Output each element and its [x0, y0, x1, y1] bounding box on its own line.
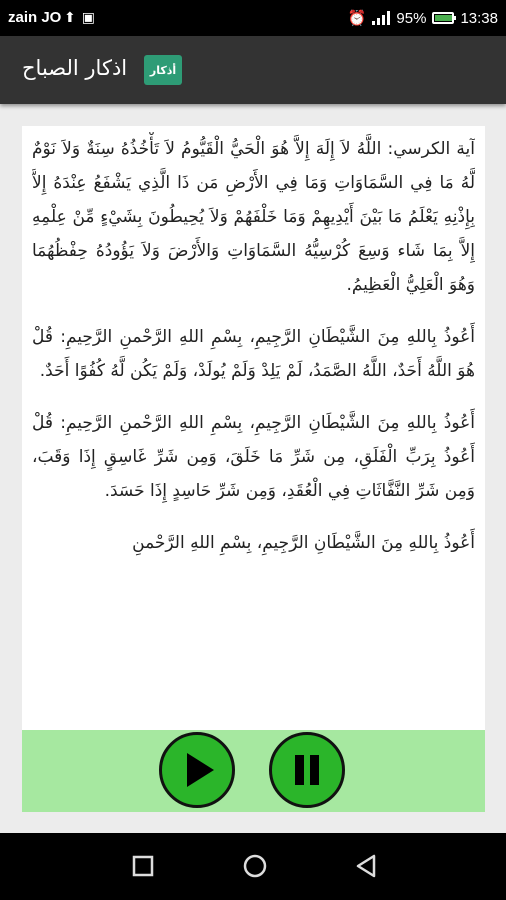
status-right-group — [348, 9, 498, 27]
usb-icon: ⬆ — [64, 9, 82, 25]
status-bar — [0, 0, 506, 36]
content-card — [22, 126, 485, 812]
pause-icon — [272, 735, 342, 805]
clock: 13:38 — [460, 9, 498, 27]
image-icon: ▣ — [81, 9, 101, 25]
play-button[interactable] — [159, 732, 235, 808]
paragraph-an-nas: أَعُوذُ بِاللهِ مِنَ الشَّيْطَانِ الرَّجِيمِ، بِسْمِ اللهِ الرَّحْمنِ — [132, 533, 475, 553]
notification-icons — [64, 9, 101, 26]
play-icon — [162, 735, 232, 805]
back-icon[interactable] — [352, 851, 382, 881]
pause-button[interactable] — [269, 732, 345, 808]
battery-percent: 95% — [396, 9, 427, 27]
app-logo — [144, 55, 182, 85]
carrier-name: zain JO — [8, 9, 62, 26]
paragraph-al-falaq: أَعُوذُ بِاللهِ مِنَ الشَّيْطَانِ الرَّجِيمِ، بِسْمِ اللهِ الرَّحْمنِ الرَّحِيمِ: قُلْ أَعُوذُ بِرَبِّ الْفَلَقِ، مِن شَرِّ مَا خَلَقَ، وَمِن شَرِّ غَاسِقٍ إِذَا وَقَبَ، وَمِن شَرِّ النَّفَّاثَاتِ فِي الْعُقَدِ، وَمِن شَرِّ حَاسِدٍ إِذَا حَسَدَ. — [32, 413, 475, 501]
signal-icon — [372, 11, 390, 25]
adhkar-text[interactable] — [32, 132, 475, 732]
alarm-icon: ⏰ — [347, 10, 367, 27]
app-logo-text: أذكار — [149, 63, 177, 77]
battery-icon — [432, 12, 454, 24]
page-title: اذكار الصباح — [22, 56, 128, 80]
home-icon[interactable] — [240, 851, 270, 881]
audio-player-panel — [22, 730, 485, 812]
paragraph-ayat-al-kursi: آية الكرسي: اللَّهُ لاَ إِلَهَ إِلاَّ هُوَ الْحَيُّ الْقَيُّومُ لاَ تَأْخُذُهُ سِنَةٌ وَلاَ نَوْمٌ لَّهُ مَا فِي السَّمَاوَاتِ وَمَا فِي الأَرْضِ مَن ذَا الَّذِي يَشْفَعُ عِنْدَهُ إِلاَّ بِإِذْنِهِ يَعْلَمُ مَا بَيْنَ أَيْدِيهِمْ وَمَا خَلْفَهُمْ وَلاَ يُحِيطُونَ بِشَيْءٍ مِّنْ عِلْمِهِ إِلاَّ بِمَا شَاء وَسِعَ كُرْسِيُّهُ السَّمَاوَاتِ وَالأَرْضَ وَلاَ يَؤُودُهُ حِفْظُهُمَا وَهُوَ الْعَلِيُّ الْعَظِيمُ. — [32, 139, 475, 295]
system-nav-bar — [0, 833, 506, 900]
paragraph-al-ikhlas: أَعُوذُ بِاللهِ مِنَ الشَّيْطَانِ الرَّجِيمِ، بِسْمِ اللهِ الرَّحْمنِ الرَّحِيمِ: قُلْ هُوَ اللَّهُ أَحَدٌ، اللَّهُ الصَّمَدُ، لَمْ يَلِدْ وَلَمْ يُولَدْ، وَلَمْ يَكُن لَّهُ كُفُوًا أَحَدٌ. — [32, 327, 475, 381]
recent-apps-icon[interactable] — [128, 851, 158, 881]
app-bar — [0, 36, 506, 104]
